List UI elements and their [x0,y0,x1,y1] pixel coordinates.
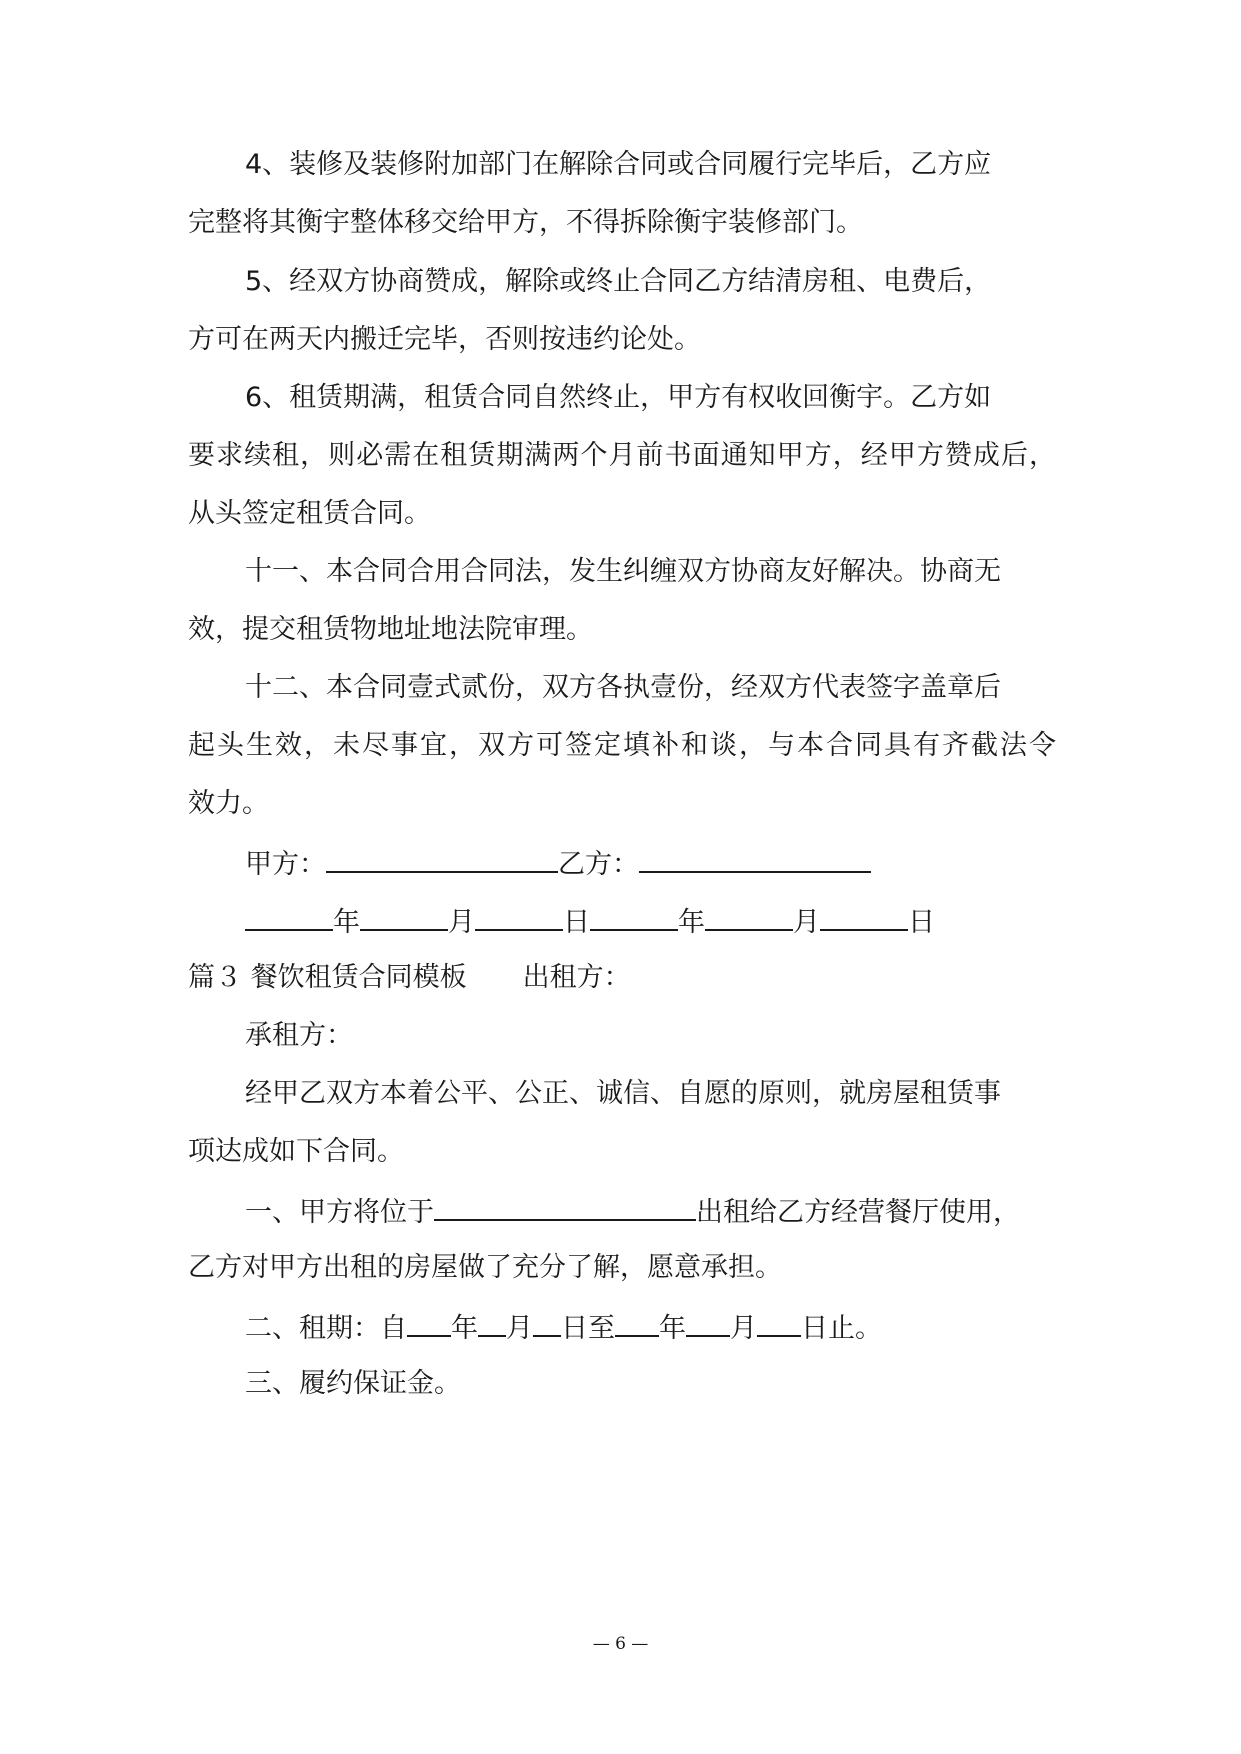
year-blank[interactable] [245,903,333,931]
month-blank[interactable] [705,903,793,931]
paragraph-line: 6、租赁期满，租赁合同自然终止，甲方有权收回衡宇。乙方如 [245,382,992,413]
paragraph-line: 从头签定租赁合同。 [188,498,431,529]
month-label: 月 [730,1313,757,1344]
party-b-label: 乙方： [558,849,639,880]
clause-two [245,1309,882,1346]
month-label: 月 [448,907,475,938]
lessee-label: 承租方： [245,1020,353,1051]
paragraph-line: 效，提交租赁物地址地法院审理。 [188,614,593,645]
paragraph-line: 乙方对甲方出租的房屋做了充分了解，愿意承担。 [188,1252,782,1283]
clause-one-suffix: 出租给乙方经营餐厅使用， [696,1197,1020,1228]
signature-row [245,845,871,882]
party-a-blank[interactable] [326,845,558,873]
section-heading [188,961,631,995]
party-b-blank[interactable] [639,845,871,873]
clause-two-prefix: 二、租期：自 [245,1313,407,1344]
paragraph-line: 经甲乙双方本着公平、公正、诚信、自愿的原则，就房屋租赁事 [245,1078,1001,1109]
paragraph-line: 起头生效，未尽事宜，双方可签定填补和谈，与本合同具有齐截法令 [188,730,1056,761]
month-label: 月 [506,1313,533,1344]
section-title: 篇３ 餐饮租赁合同模板 [188,962,467,993]
month-label: 月 [793,907,820,938]
paragraph-line: 十二、本合同壹式贰份，双方各执壹份，经双方代表签字盖章后 [245,672,1001,703]
paragraph-line: 效力。 [188,788,269,819]
start-day-blank[interactable] [533,1309,561,1337]
start-month-blank[interactable] [478,1309,506,1337]
month-blank[interactable] [360,903,448,931]
year-label: 年 [678,907,705,938]
paragraph-line: 要求续租，则必需在租赁期满两个月前书面通知甲方，经甲方赞成后， [188,440,1056,471]
day-end-label: 日止。 [801,1313,882,1344]
page-number: — 6 — [592,1634,649,1654]
day-label: 日 [908,907,935,938]
day-label: 日 [563,907,590,938]
end-month-blank[interactable] [686,1309,730,1337]
paragraph-line: 5、经双方协商赞成，解除或终止合同乙方结清房租、电费后， [245,266,992,297]
paragraph-line: 完整将其衡宇整体移交给甲方，不得拆除衡宇装修部门。 [188,207,863,238]
clause-three: 三、履约保证金。 [245,1368,461,1399]
day-blank[interactable] [475,903,563,931]
paragraph-line: 方可在两天内搬迁完毕，否则按违约论处。 [188,324,701,355]
year-label: 年 [333,907,360,938]
year-label: 年 [451,1313,478,1344]
lessor-label: 出租方： [522,962,631,993]
clause-one [245,1193,1020,1230]
paragraph-line: 项达成如下合同。 [188,1136,404,1167]
party-a-label: 甲方： [245,849,326,880]
paragraph-line: 4、装修及装修附加部门在解除合同或合同履行完毕后，乙方应 [245,149,992,180]
day-blank[interactable] [820,903,908,931]
end-year-blank[interactable] [615,1309,659,1337]
clause-one-prefix: 一、甲方将位于 [245,1197,434,1228]
start-year-blank[interactable] [407,1309,451,1337]
day-to-label: 日至 [561,1313,615,1344]
year-blank[interactable] [590,903,678,931]
end-day-blank[interactable] [757,1309,801,1337]
date-row [245,903,935,940]
paragraph-line: 十一、本合同合用合同法，发生纠缠双方协商友好解决。协商无 [245,556,1001,587]
year-label: 年 [659,1313,686,1344]
address-blank[interactable] [434,1193,696,1221]
